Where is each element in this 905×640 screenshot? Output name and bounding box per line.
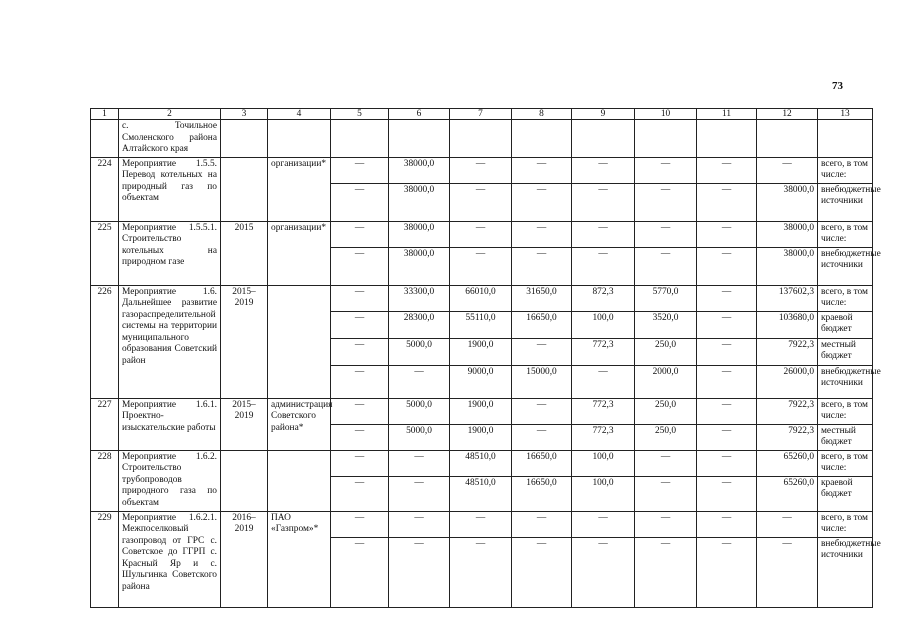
column-number: 5 (331, 109, 389, 120)
value-cell-c6: — (389, 537, 450, 607)
value-cell-c9: — (572, 247, 635, 285)
funding-source-cell: внебюджетные источники (818, 183, 873, 221)
value-cell-c7: — (450, 183, 512, 221)
value-cell-c9: 100,0 (572, 450, 635, 476)
item-name: Мероприятие 1.6.2.1. Межпоселковый газопровод от ГРС с. Советское до ГГРП с. Красный Яр и с. Шульгинка Советского района (119, 511, 221, 607)
value-cell-c6: 5000,0 (389, 338, 450, 365)
value-cell-c10: — (635, 537, 697, 607)
value-cell-c10: 3520,0 (635, 311, 697, 338)
column-number: 7 (450, 109, 512, 120)
value-cell-c8: 16650,0 (512, 311, 572, 338)
value-cell-c5: — (331, 398, 389, 424)
value-cell-c7: 1900,0 (450, 424, 512, 450)
row-number: 228 (91, 450, 119, 511)
value-cell-c5: — (331, 511, 389, 537)
column-number: 6 (389, 109, 450, 120)
table-row (91, 511, 873, 537)
column-number: 13 (818, 109, 873, 120)
value-cell-c8: — (512, 157, 572, 183)
value-cell-c8: 16650,0 (512, 450, 572, 476)
value-cell-c11: — (697, 157, 757, 183)
value-cell-c7: 1900,0 (450, 338, 512, 365)
years-cell: 2016–2019 (221, 511, 268, 607)
value-cell-c11: — (697, 537, 757, 607)
value-cell-c9: 772,3 (572, 338, 635, 365)
value-cell-c11: — (697, 424, 757, 450)
funding-source-cell: всего, в том числе: (818, 157, 873, 183)
value-cell-c9: — (572, 157, 635, 183)
value-cell-c12: — (757, 511, 818, 537)
value-cell-c8: 16650,0 (512, 476, 572, 511)
years-cell (221, 450, 268, 511)
value-cell-c6: — (389, 365, 450, 398)
empty-cell (268, 120, 331, 158)
row-number: 225 (91, 221, 119, 285)
value-cell-c7: — (450, 157, 512, 183)
column-number: 10 (635, 109, 697, 120)
empty-cell (697, 120, 757, 158)
value-cell-c8: — (512, 398, 572, 424)
table-row (91, 157, 873, 183)
value-cell-c7: — (450, 221, 512, 247)
funding-source-cell: всего, в том числе: (818, 221, 873, 247)
value-cell-c11: — (697, 450, 757, 476)
value-cell-c12: 65260,0 (757, 476, 818, 511)
column-number: 2 (119, 109, 221, 120)
value-cell-c11: — (697, 247, 757, 285)
value-cell-c11: — (697, 511, 757, 537)
value-cell-c12: 103680,0 (757, 311, 818, 338)
value-cell-c9: 772,3 (572, 398, 635, 424)
value-cell-c9: 872,3 (572, 285, 635, 311)
value-cell-c11: — (697, 221, 757, 247)
value-cell-c10: 250,0 (635, 424, 697, 450)
value-cell-c9: — (572, 511, 635, 537)
empty-cell (331, 120, 389, 158)
value-cell-c5: — (331, 365, 389, 398)
value-cell-c5: — (331, 450, 389, 476)
value-cell-c7: 55110,0 (450, 311, 512, 338)
value-cell-c11: — (697, 476, 757, 511)
value-cell-c5: — (331, 424, 389, 450)
row-number: 226 (91, 285, 119, 398)
value-cell-c8: — (512, 511, 572, 537)
value-cell-c5: — (331, 183, 389, 221)
executor-cell: ПАО «Газпром»* (268, 511, 331, 607)
value-cell-c9: — (572, 365, 635, 398)
value-cell-c7: — (450, 511, 512, 537)
empty-cell (818, 120, 873, 158)
funding-source-cell: всего, в том числе: (818, 285, 873, 311)
executor-cell: администрация Советского района* (268, 398, 331, 450)
value-cell-c6: 5000,0 (389, 398, 450, 424)
executor-cell: организации* (268, 157, 331, 221)
value-cell-c6: 38000,0 (389, 247, 450, 285)
value-cell-c9: 772,3 (572, 424, 635, 450)
value-cell-c8: — (512, 183, 572, 221)
value-cell-c7: 1900,0 (450, 398, 512, 424)
value-cell-c8: — (512, 424, 572, 450)
value-cell-c8: 15000,0 (512, 365, 572, 398)
value-cell-c9: 100,0 (572, 311, 635, 338)
funding-source-cell: краевой бюджет (818, 311, 873, 338)
item-name: Мероприятие 1.6. Дальнейшее развитие газораспределительной системы на территории муниципального образования Советский район (119, 285, 221, 398)
empty-cell (512, 120, 572, 158)
value-cell-c5: — (331, 285, 389, 311)
budget-table (90, 108, 881, 608)
value-cell-c7: — (450, 537, 512, 607)
value-cell-c12: — (757, 537, 818, 607)
value-cell-c10: 2000,0 (635, 365, 697, 398)
table-row (91, 398, 873, 424)
funding-source-cell: местный бюджет (818, 424, 873, 450)
funding-source-cell: всего, в том числе: (818, 511, 873, 537)
value-cell-c6: 5000,0 (389, 424, 450, 450)
funding-source-cell: всего, в том числе: (818, 450, 873, 476)
empty-cell (450, 120, 512, 158)
table-row (91, 221, 873, 247)
value-cell-c6: 33300,0 (389, 285, 450, 311)
value-cell-c10: 250,0 (635, 398, 697, 424)
item-name: Мероприятие 1.5.5.1. Строительство котельных на природном газе (119, 221, 221, 285)
value-cell-c12: 7922,3 (757, 338, 818, 365)
empty-cell (572, 120, 635, 158)
value-cell-c12: — (757, 157, 818, 183)
value-cell-c8: — (512, 537, 572, 607)
executor-cell (268, 450, 331, 511)
value-cell-c8: — (512, 221, 572, 247)
value-cell-c7: 9000,0 (450, 365, 512, 398)
value-cell-c10: — (635, 476, 697, 511)
empty-cell (389, 120, 450, 158)
funding-source-cell: внебюджетные источники (818, 537, 873, 607)
funding-source-cell: внебюджетные источники (818, 365, 873, 398)
empty-cell (635, 120, 697, 158)
item-name: Мероприятие 1.6.1. Проектно-изыскательские работы (119, 398, 221, 450)
value-cell-c5: — (331, 221, 389, 247)
value-cell-c10: — (635, 183, 697, 221)
value-cell-c5: — (331, 157, 389, 183)
value-cell-c11: — (697, 338, 757, 365)
value-cell-c10: 250,0 (635, 338, 697, 365)
value-cell-c7: 48510,0 (450, 476, 512, 511)
row-number: 224 (91, 157, 119, 221)
value-cell-c10: 5770,0 (635, 285, 697, 311)
row-number (91, 120, 119, 158)
value-cell-c12: 137602,3 (757, 285, 818, 311)
column-number: 12 (757, 109, 818, 120)
value-cell-c10: — (635, 247, 697, 285)
continuation-row (91, 120, 873, 158)
value-cell-c9: 100,0 (572, 476, 635, 511)
value-cell-c11: — (697, 311, 757, 338)
column-number: 8 (512, 109, 572, 120)
value-cell-c12: 65260,0 (757, 450, 818, 476)
column-number: 11 (697, 109, 757, 120)
value-cell-c5: — (331, 476, 389, 511)
column-number: 4 (268, 109, 331, 120)
value-cell-c11: — (697, 365, 757, 398)
item-name: с. Точильное Смоленского района Алтайского края (119, 120, 221, 158)
value-cell-c6: — (389, 476, 450, 511)
page-number: 73 (832, 80, 843, 92)
column-number: 1 (91, 109, 119, 120)
value-cell-c7: — (450, 247, 512, 285)
value-cell-c11: — (697, 285, 757, 311)
value-cell-c6: 38000,0 (389, 157, 450, 183)
value-cell-c11: — (697, 398, 757, 424)
value-cell-c12: 38000,0 (757, 247, 818, 285)
value-cell-c5: — (331, 247, 389, 285)
funding-source-cell: местный бюджет (818, 338, 873, 365)
value-cell-c10: — (635, 511, 697, 537)
value-cell-c12: 7922,3 (757, 398, 818, 424)
executor-cell: организации* (268, 221, 331, 285)
years-cell: 2015–2019 (221, 398, 268, 450)
value-cell-c6: — (389, 511, 450, 537)
table-row (91, 450, 873, 476)
value-cell-c6: 38000,0 (389, 183, 450, 221)
value-cell-c12: 7922,3 (757, 424, 818, 450)
years-cell (221, 157, 268, 221)
value-cell-c5: — (331, 338, 389, 365)
column-number-row (91, 109, 873, 120)
value-cell-c7: 48510,0 (450, 450, 512, 476)
value-cell-c12: 26000,0 (757, 365, 818, 398)
value-cell-c10: — (635, 450, 697, 476)
row-number: 229 (91, 511, 119, 607)
value-cell-c6: 38000,0 (389, 221, 450, 247)
executor-cell (268, 285, 331, 398)
funding-source-cell: внебюджетные источники (818, 247, 873, 285)
row-number: 227 (91, 398, 119, 450)
value-cell-c6: — (389, 450, 450, 476)
column-number: 3 (221, 109, 268, 120)
value-cell-c9: — (572, 221, 635, 247)
item-name: Мероприятие 1.5.5. Перевод котельных на природный газ по объектам (119, 157, 221, 221)
value-cell-c9: — (572, 537, 635, 607)
table-row (91, 285, 873, 311)
value-cell-c11: — (697, 183, 757, 221)
value-cell-c8: 31650,0 (512, 285, 572, 311)
empty-cell (757, 120, 818, 158)
value-cell-c10: — (635, 157, 697, 183)
value-cell-c9: — (572, 183, 635, 221)
item-name: Мероприятие 1.6.2. Строительство трубопроводов природного газа по объектам (119, 450, 221, 511)
value-cell-c8: — (512, 247, 572, 285)
empty-cell (221, 120, 268, 158)
value-cell-c5: — (331, 311, 389, 338)
years-cell: 2015 (221, 221, 268, 285)
value-cell-c12: 38000,0 (757, 221, 818, 247)
value-cell-c8: — (512, 338, 572, 365)
value-cell-c7: 66010,0 (450, 285, 512, 311)
value-cell-c6: 28300,0 (389, 311, 450, 338)
value-cell-c5: — (331, 537, 389, 607)
funding-source-cell: краевой бюджет (818, 476, 873, 511)
funding-source-cell: всего, в том числе: (818, 398, 873, 424)
value-cell-c10: — (635, 221, 697, 247)
column-number: 9 (572, 109, 635, 120)
years-cell: 2015–2019 (221, 285, 268, 398)
value-cell-c12: 38000,0 (757, 183, 818, 221)
